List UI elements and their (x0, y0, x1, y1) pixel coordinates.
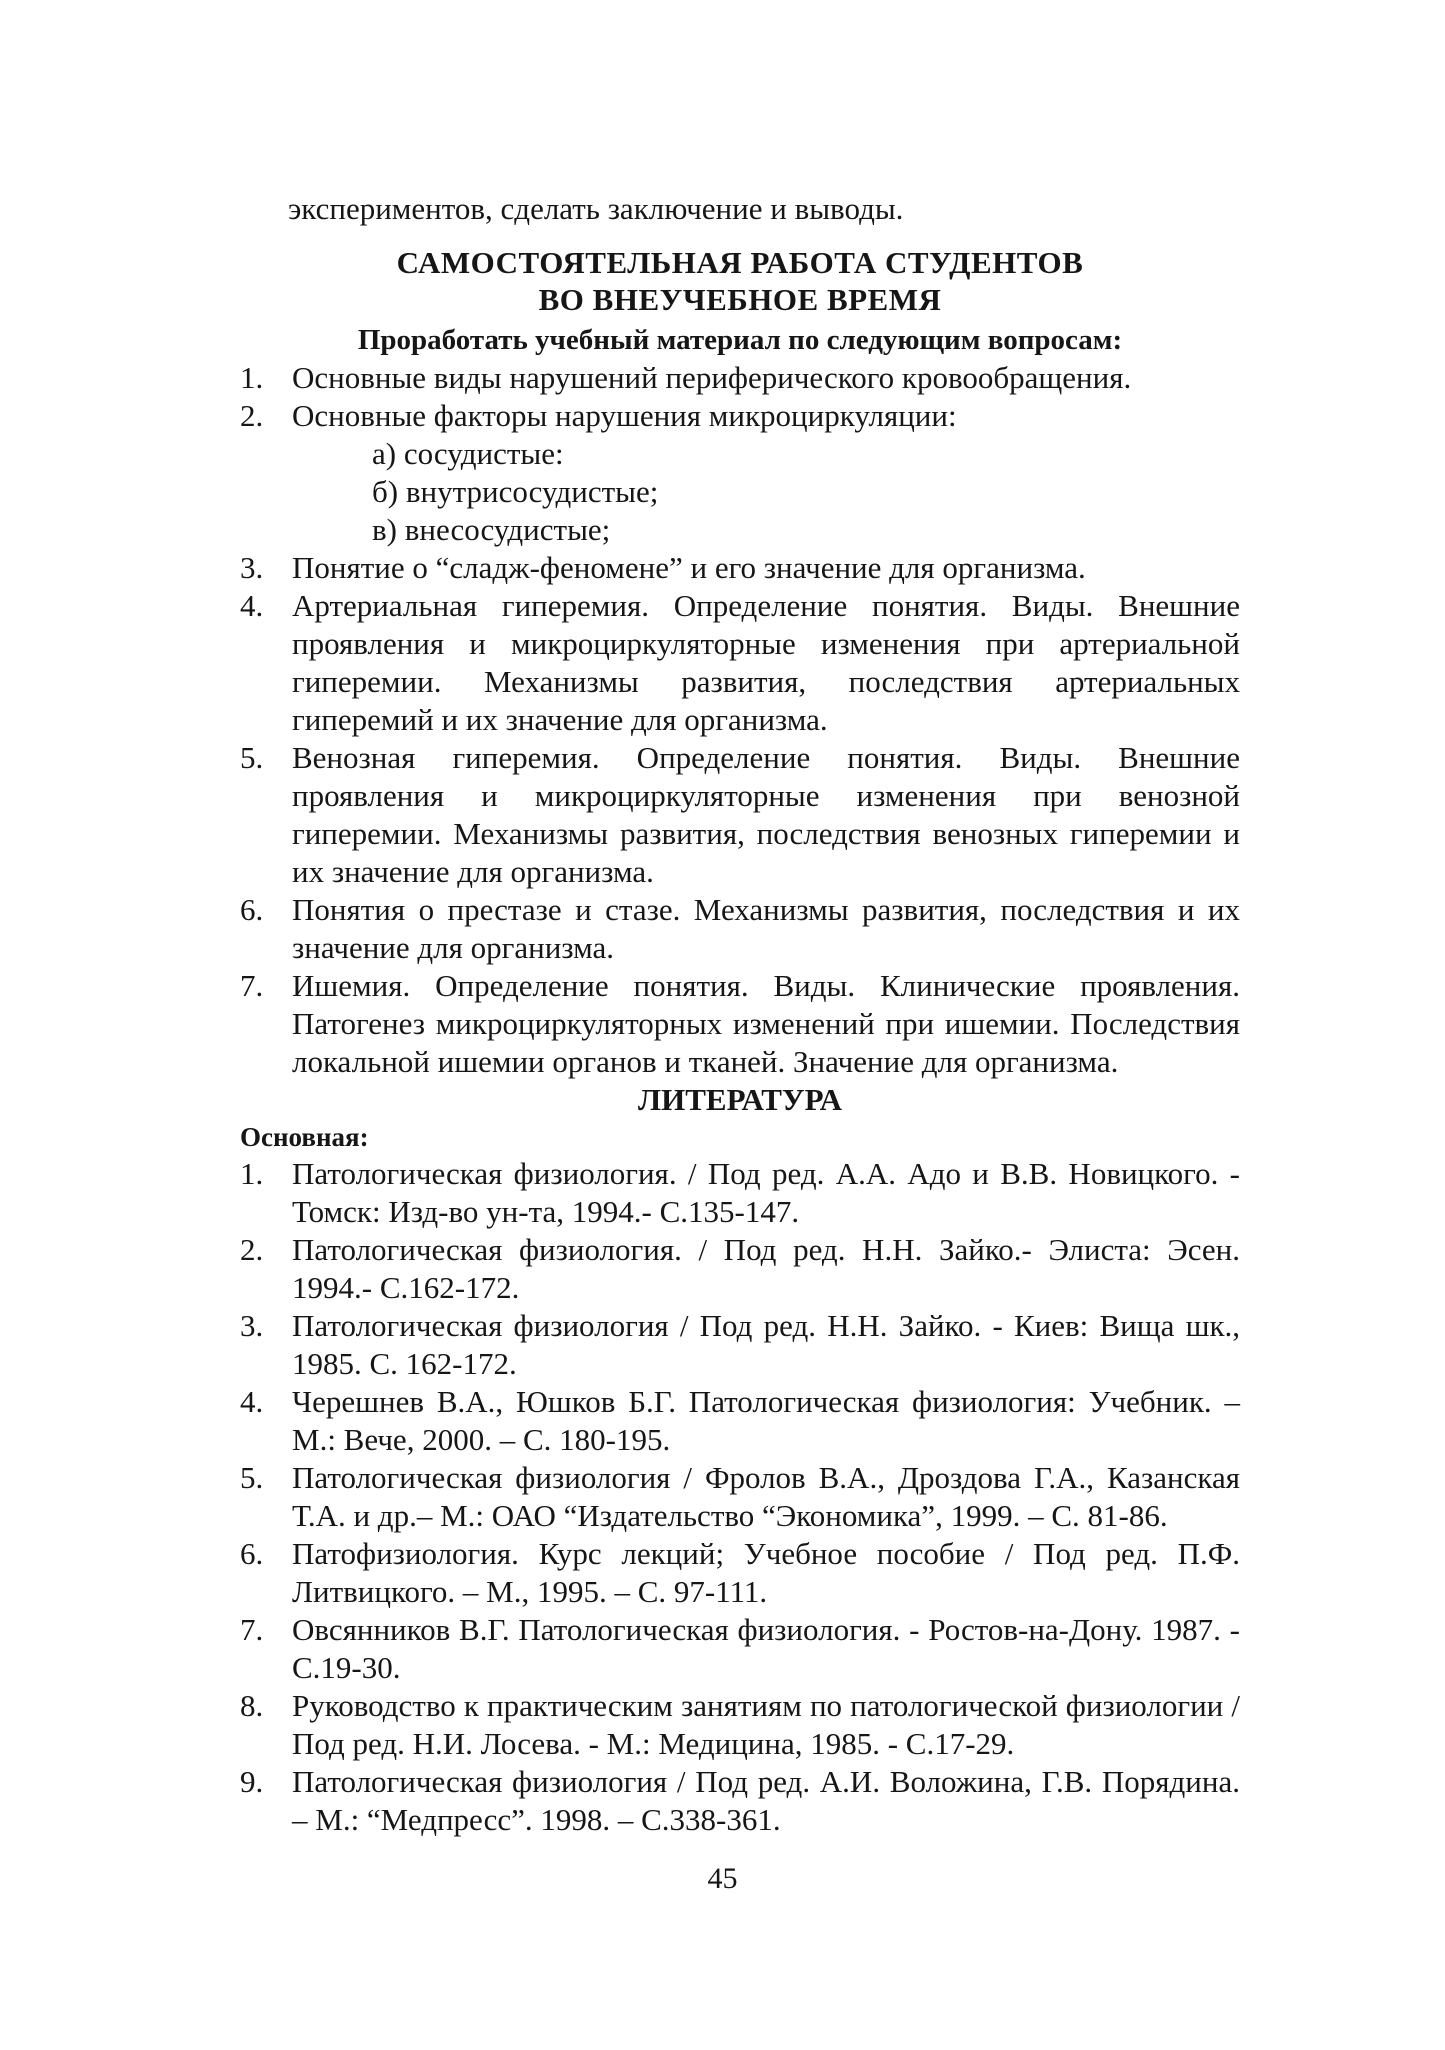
reference-item (240, 1459, 1240, 1535)
section-heading-line1: САМОСТОЯТЕЛЬНАЯ РАБОТА СТУДЕНТОВ (396, 245, 1084, 280)
question-number: 1. (240, 360, 264, 395)
reference-number: 2. (240, 1232, 264, 1267)
reference-text: Руководство к практическим занятиям по патологической физиологии / Под ред. Н.И. Лосева. - М.: Медицина, 1985. - С.17-29. (292, 1688, 1240, 1761)
sub-items-list (240, 435, 1240, 549)
reference-item (240, 1155, 1240, 1231)
reference-number: 1. (240, 1156, 264, 1191)
reference-text: Овсянников В.Г. Патологическая физиология. - Ростов-на-Дону. 1987. - С.19-30. (292, 1612, 1240, 1685)
question-number: 5. (240, 740, 264, 775)
question-text: Основные факторы нарушения микроциркуляции: (292, 398, 957, 433)
reference-item (240, 1307, 1240, 1383)
reference-number: 6. (240, 1536, 264, 1571)
questions-subheading: Проработать учебный материал по следующим вопросам: (357, 324, 1123, 356)
question-number: 7. (240, 968, 264, 1003)
question-item (240, 397, 1240, 435)
reference-number: 8. (240, 1688, 264, 1723)
question-item (240, 587, 1240, 739)
questions-list (240, 359, 1240, 435)
question-item (240, 967, 1240, 1081)
sub-item: в) внесосудистые; (372, 512, 611, 547)
reference-item (240, 1383, 1240, 1459)
question-number: 2. (240, 398, 264, 433)
reference-number: 7. (240, 1612, 264, 1647)
question-item (240, 739, 1240, 891)
reference-text: Патофизиология. Курс лекций; Учебное пособие / Под ред. П.Ф. Литвицкого. – М., 1995. – С. 97-111. (292, 1536, 1240, 1609)
question-text: Ишемия. Определение понятия. Виды. Клинические проявления. Патогенез микроциркуляторных изменений при ишемии. Последствия локальной ишемии органов и тканей. Значение для организма. (292, 968, 1240, 1079)
reference-item (240, 1611, 1240, 1687)
reference-item (240, 1535, 1240, 1611)
reference-number: 5. (240, 1460, 264, 1495)
reference-text: Патологическая физиология. / Под ред. А.А. Адо и В.В. Новицкого. - Томск: Изд-во ун-та, 1994.- С.135-147. (292, 1156, 1240, 1229)
question-item (240, 549, 1240, 587)
reference-number: 9. (240, 1764, 264, 1799)
question-item (240, 891, 1240, 967)
reference-text: Патологическая физиология. / Под ред. Н.Н. Зайко.- Элиста: Эсен. 1994.- С.162-172. (292, 1232, 1240, 1305)
sub-item: б) внутрисосудистые; (372, 474, 659, 509)
reference-text: Патологическая физиология / Фролов В.А., Дроздова Г.А., Казанская Т.А. и др.– М.: ОАО “Издательство “Экономика”, 1999. – С. 81-86. (292, 1460, 1240, 1533)
page-number: 45 (707, 1862, 738, 1895)
reference-text: Черешнев В.А., Юшков Б.Г. Патологическая физиология: Учебник. – М.: Вече, 2000. – С. 180-195. (292, 1384, 1240, 1457)
sub-item: а) сосудистые: (372, 436, 564, 471)
question-item (240, 359, 1240, 397)
questions-list-continued (240, 549, 1240, 1081)
question-text: Понятие о “сладж-феномене” и его значение для организма. (292, 550, 1086, 585)
question-text: Артериальная гиперемия. Определение понятия. Виды. Внешние проявления и микроциркуляторные изменения при артериальной гиперемии. Механизмы развития, последствия артериальных гиперемий и их значение для организма. (292, 588, 1240, 737)
question-text: Основные виды нарушений периферического кровообращения. (292, 360, 1132, 395)
question-number: 3. (240, 550, 264, 585)
basic-literature-heading: Основная: (240, 1122, 369, 1152)
reference-text: Патологическая физиология / Под ред. А.И. Воложина, Г.В. Порядина. – М.: “Медпресс”. 1998. – С.338-361. (292, 1764, 1240, 1837)
question-text: Понятия о престазе и стазе. Механизмы развития, последствия и их значение для организма. (292, 892, 1240, 965)
literature-heading: ЛИТЕРАТУРА (638, 1082, 842, 1117)
reference-number: 3. (240, 1308, 264, 1343)
question-number: 6. (240, 892, 264, 927)
reference-text: Патологическая физиология / Под ред. Н.Н. Зайко. - Киев: Вища шк., 1985. С. 162-172. (292, 1308, 1240, 1381)
reference-item (240, 1231, 1240, 1307)
reference-number: 4. (240, 1384, 264, 1419)
question-text: Венозная гиперемия. Определение понятия. Виды. Внешние проявления и микроциркуляторные изменения при венозной гиперемии. Механизмы развития, последствия венозных гиперемии и их значение для организма. (292, 740, 1240, 889)
question-number: 4. (240, 588, 264, 623)
section-heading-line2: ВО ВНЕУЧЕБНОЕ ВРЕМЯ (538, 282, 942, 317)
references-list (240, 1155, 1240, 1839)
page-content (240, 190, 1240, 1839)
reference-item (240, 1687, 1240, 1763)
reference-item (240, 1763, 1240, 1839)
intro-text: экспериментов, сделать заключение и выводы. (288, 191, 904, 226)
